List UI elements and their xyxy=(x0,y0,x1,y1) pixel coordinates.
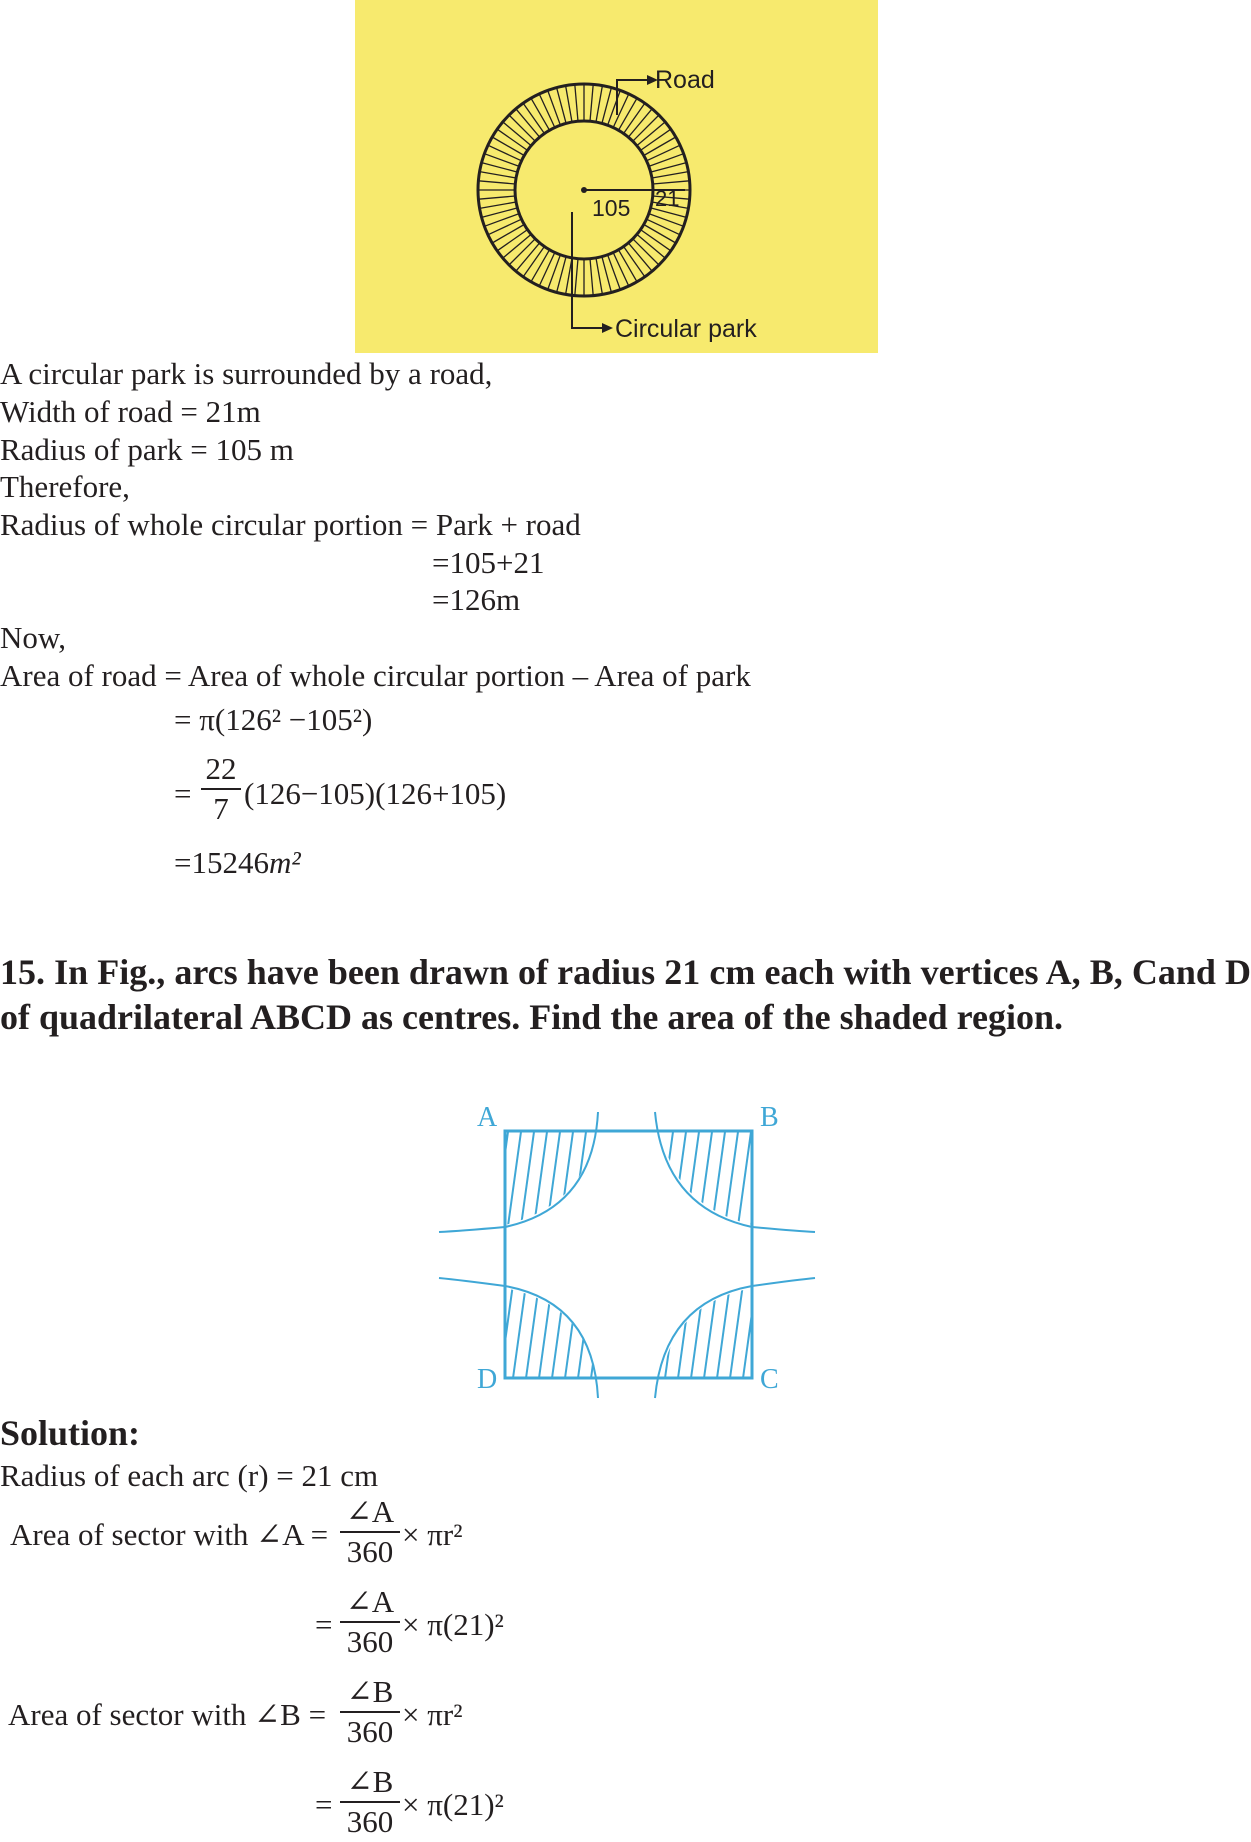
figure-circular-park xyxy=(355,0,878,353)
center-dot xyxy=(581,187,587,193)
sector-a-eq-prefix: = xyxy=(315,1607,333,1642)
hatch-line xyxy=(610,1110,650,1400)
p15-question: 15. In Fig., arcs have been drawn of radius 21 cm each with vertices A, B, Cand D of quadrilateral ABCD as centres. Find the area of the shaded region. xyxy=(0,952,1251,1037)
sector-a-fraction xyxy=(340,1495,400,1569)
hatch-line xyxy=(623,1110,663,1400)
road-label: Road xyxy=(655,66,715,94)
sector-a-numerator: ∠A xyxy=(345,1494,395,1529)
p14-eq2-rest: (126−105)(126+105) xyxy=(244,776,507,811)
park-label: Circular park xyxy=(615,315,757,343)
hatch-line xyxy=(636,1110,676,1400)
sector-a-denominator-2: 360 xyxy=(346,1624,394,1659)
sector-b-denominator: 360 xyxy=(346,1714,394,1749)
p14-eq1: = π(126² −105²) xyxy=(174,702,373,737)
sector-b-eq-prefix: = xyxy=(315,1787,333,1822)
fraction-bar xyxy=(340,1801,400,1803)
fraction-bar xyxy=(340,1621,400,1623)
sector-b-fraction-2 xyxy=(340,1765,400,1839)
sector-b-numerator: ∠B xyxy=(346,1674,394,1709)
p14-line6: =105+21 xyxy=(432,545,545,580)
p14-line2: Width of road = 21m xyxy=(0,394,261,429)
hatch-line xyxy=(458,1110,498,1400)
shaded-region xyxy=(445,1110,654,1400)
shaded-region xyxy=(597,1110,806,1400)
p14-eq3-value: =15246 xyxy=(174,845,269,880)
fraction-bar xyxy=(201,788,241,790)
p14-eq2-fraction xyxy=(201,752,241,826)
fraction-bar xyxy=(340,1711,400,1713)
radius-line: Radius of each arc (r) = 21 cm xyxy=(0,1458,379,1493)
hatch-line xyxy=(601,1110,641,1400)
p14-eq3-unit: m² xyxy=(268,845,301,880)
vertex-b-label: B xyxy=(760,1102,779,1133)
hatch-line xyxy=(614,1110,654,1400)
vertex-d-label: D xyxy=(477,1364,498,1395)
hatch-line xyxy=(623,1110,663,1400)
quadrilateral-diagram xyxy=(425,1090,825,1410)
p14-line1: A circular park is surrounded by a road, xyxy=(0,356,493,391)
sector-b-times-2: × π(21)² xyxy=(402,1787,504,1822)
vertex-c-label: C xyxy=(760,1364,779,1395)
solution-heading: Solution: xyxy=(0,1413,141,1453)
hatch-line xyxy=(753,1110,793,1400)
fraction-bar xyxy=(340,1531,400,1533)
p14-eq2-denominator: 7 xyxy=(213,791,229,826)
sector-a-numerator-2: ∠A xyxy=(345,1584,395,1619)
p14-line3: Radius of park = 105 m xyxy=(0,432,294,467)
sector-a-times: × πr² xyxy=(402,1517,463,1552)
p14-eq2-numerator: 22 xyxy=(205,751,237,786)
hatch-line xyxy=(766,1110,806,1400)
sector-b-label: Area of sector with ∠B = xyxy=(8,1697,327,1732)
radius-label: 105 xyxy=(592,195,631,221)
sector-b-fraction xyxy=(340,1675,400,1749)
sector-b-numerator-2: ∠B xyxy=(346,1764,394,1799)
hatch-line xyxy=(753,1110,793,1400)
shaded-region xyxy=(597,1110,806,1400)
width-label: 21 xyxy=(655,186,680,211)
hatch-line xyxy=(458,1110,498,1400)
p14-line5: Radius of whole circular portion = Park + road xyxy=(0,507,581,542)
p14-line8: Now, xyxy=(0,620,67,655)
p14-line9: Area of road = Area of whole circular portion – Area of park xyxy=(0,658,751,693)
shaded-region xyxy=(445,1110,654,1400)
hatch-line xyxy=(597,1110,637,1400)
hatch-line xyxy=(766,1110,806,1400)
sector-b-denominator-2: 360 xyxy=(346,1804,394,1839)
hatch-line xyxy=(445,1110,485,1400)
p14-line7: =126m xyxy=(432,582,521,617)
hatch-line xyxy=(445,1110,485,1400)
sector-a-denominator: 360 xyxy=(346,1534,394,1569)
hatch-line xyxy=(610,1110,650,1400)
sector-a-times-2: × π(21)² xyxy=(402,1607,504,1642)
sector-a-label: Area of sector with ∠A = xyxy=(10,1517,329,1552)
hatch-line xyxy=(614,1110,654,1400)
vertex-a-label: A xyxy=(477,1102,498,1133)
hatch-line xyxy=(575,1110,615,1400)
hatch-line xyxy=(601,1110,641,1400)
sector-a-fraction-2 xyxy=(340,1585,400,1659)
circular-park-diagram xyxy=(355,0,878,353)
hatch-line xyxy=(740,1110,780,1400)
figure-quadrilateral xyxy=(425,1090,825,1410)
p14-eq2-prefix: = xyxy=(174,776,192,811)
sector-b-times: × πr² xyxy=(402,1697,463,1732)
hatch-line xyxy=(588,1110,628,1400)
hatch-line xyxy=(588,1110,628,1400)
p14-eq3 xyxy=(174,845,301,881)
hatch-line xyxy=(597,1110,637,1400)
p14-line4: Therefore, xyxy=(0,469,130,504)
